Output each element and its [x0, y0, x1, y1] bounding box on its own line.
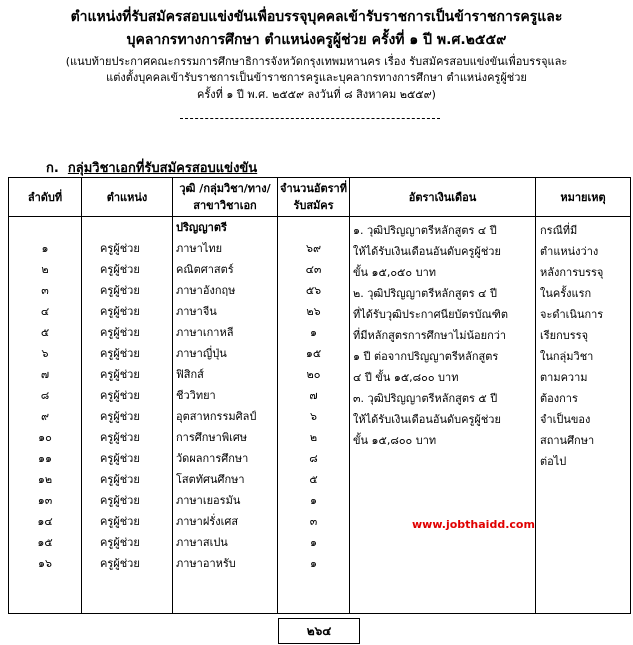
row-position: ครูผู้ช่วย	[100, 326, 140, 339]
list-quota	[278, 217, 349, 574]
col-position	[82, 217, 173, 614]
list-position	[82, 217, 172, 574]
salary-line: ให้ได้รับเงินเดือนอันดับครูผู้ช่วย	[353, 245, 501, 258]
row-position: ครูผู้ช่วย	[100, 305, 140, 318]
header-no: ลำดับที่	[9, 178, 82, 217]
row-position: ครูผู้ช่วย	[100, 410, 140, 423]
row-quota: ๕๖	[305, 284, 322, 297]
header-remark: หมายเหตุ	[536, 178, 631, 217]
row-quota: ๗	[309, 389, 318, 402]
row-subject: ภาษาจีน	[176, 305, 217, 318]
row-quota: ๖	[310, 410, 317, 423]
positions-table	[8, 177, 631, 614]
remark-line: เรียกบรรจุ	[540, 329, 589, 342]
row-subject: วัดผลการศึกษา	[176, 452, 249, 465]
row-no: ๙	[40, 410, 50, 423]
row-subject: การศึกษาพิเศษ	[176, 431, 248, 444]
group-label: ปริญญาตรี	[176, 221, 227, 234]
row-position: ครูผู้ช่วย	[100, 473, 140, 486]
row-position: ครูผู้ช่วย	[100, 242, 140, 255]
row-quota: ๓	[309, 515, 318, 528]
row-quota: ๑	[310, 536, 317, 549]
salary-line: ให้ได้รับเงินเดือนอันดับครูผู้ช่วย	[353, 413, 501, 426]
row-subject: ฟิสิกส์	[176, 368, 204, 381]
row-no: ๓	[41, 284, 49, 297]
row-subject: ชีววิทยา	[176, 389, 216, 402]
row-no: ๑๕	[37, 536, 53, 549]
row-quota: ๘	[309, 452, 318, 465]
remark-line: จะดำเนินการ	[540, 308, 604, 321]
row-position: ครูผู้ช่วย	[100, 389, 140, 402]
header-quota: จำนวนอัตราที่รับสมัคร	[278, 178, 350, 217]
remark-text	[536, 217, 630, 472]
remark-line: กรณีที่มี	[540, 224, 578, 237]
col-no	[9, 217, 82, 614]
row-subject: ภาษาฝรั่งเศส	[176, 515, 239, 528]
salary-line: ๑ ปี ต่อจากปริญญาตรีหลักสูตร	[353, 350, 499, 363]
row-quota: ๒	[309, 431, 318, 444]
remark-line: ต้องการ	[540, 392, 578, 405]
row-subject: อุตสาหกรรมศิลป์	[176, 410, 257, 423]
row-position: ครูผู้ช่วย	[100, 557, 140, 570]
row-position: ครูผู้ช่วย	[100, 452, 140, 465]
row-position: ครูผู้ช่วย	[100, 494, 140, 507]
salary-line: ๒. วุฒิปริญญาตรีหลักสูตร ๔ ปี	[353, 287, 497, 300]
row-quota: ๒๐	[306, 368, 321, 381]
remark-line: หลังการบรรจุ	[540, 266, 604, 279]
salary-line: ที่ได้รับวุฒิประกาศนียบัตรบัณฑิต	[353, 308, 509, 321]
row-position: ครูผู้ช่วย	[100, 347, 140, 360]
row-subject: ภาษาเยอรมัน	[176, 494, 241, 507]
salary-line: ที่มีหลักสูตรการศึกษาไม่น้อยกว่า	[353, 329, 507, 342]
row-quota: ๑๕	[305, 347, 322, 360]
row-no: ๑๐	[38, 431, 52, 444]
salary-line: ขั้น ๑๕,๐๕๐ บาท	[353, 266, 436, 279]
list-subject	[173, 217, 277, 574]
row-subject: ภาษาอาหรับ	[176, 557, 236, 570]
row-no: ๘	[40, 389, 50, 402]
total-quota: ๒๖๔	[278, 618, 360, 644]
row-no: ๖	[41, 347, 49, 360]
remark-line: ตำแหน่งว่าง	[540, 245, 599, 258]
row-quota: ๑	[310, 557, 317, 570]
row-no: ๑๑	[38, 452, 52, 465]
row-subject: ภาษาญี่ปุ่น	[176, 347, 227, 360]
row-quota: ๖๙	[305, 242, 322, 255]
header-salary: อัตราเงินเดือน	[350, 178, 536, 217]
col-quota	[278, 217, 350, 614]
row-quota: ๕	[309, 473, 318, 486]
row-no: ๑๖	[38, 557, 52, 570]
row-position: ครูผู้ช่วย	[100, 515, 140, 528]
row-position: ครูผู้ช่วย	[100, 284, 140, 297]
remark-line: จำเป็นของ	[540, 413, 591, 426]
salary-line: ๓. วุฒิปริญญาตรีหลักสูตร ๕ ปี	[353, 392, 498, 405]
row-no: ๑	[41, 242, 49, 255]
row-subject: ภาษาสเปน	[176, 536, 228, 549]
salary-line: ๔ ปี ขั้น ๑๕,๘๐๐ บาท	[353, 371, 459, 384]
row-no: ๒	[41, 263, 49, 276]
row-quota: ๑	[310, 494, 317, 507]
salary-text	[350, 217, 535, 451]
col-subject	[173, 217, 278, 614]
row-subject: ภาษาเกาหลี	[176, 326, 234, 339]
title-line-1: ตำแหน่งที่รับสมัครสอบแข่งขันเพื่อบรรจุบุคคลเข้ารับราชการเป็นข้าราชการครูและ	[70, 9, 563, 25]
note-line-1: (แนบท้ายประกาศคณะกรรมการศึกษาธิการจังหวัดกรุงเทพมหานคร เรื่อง รับสมัครสอบแข่งขันเพื่อบรรจุและ	[65, 55, 568, 68]
title-line-2: บุคลากรทางการศึกษา ตำแหน่งครูผู้ช่วย ครั้งที่ ๑ ปี พ.ศ.๒๕๕๙	[126, 32, 507, 48]
row-quota: ๒๖	[306, 305, 321, 318]
list-no	[9, 217, 81, 574]
row-quota: ๔๓	[305, 263, 322, 276]
row-subject: ภาษาไทย	[176, 242, 223, 255]
row-quota: ๑	[310, 326, 317, 339]
row-position: ครูผู้ช่วย	[100, 431, 140, 444]
section-title: กลุ่มวิชาเอกที่รับสมัครสอบแข่งขัน	[67, 161, 258, 176]
header-qualification: วุฒิ /กลุ่มวิชา/ทาง/สาขาวิชาเอก	[173, 178, 278, 217]
row-no: ๔	[40, 305, 50, 318]
remark-line: ในครั้งแรก	[540, 287, 592, 300]
header-position: ตำแหน่ง	[82, 178, 173, 217]
col-remark	[536, 217, 631, 614]
row-subject: คณิตศาสตร์	[176, 263, 234, 276]
watermark-url: www.jobthaidd.com	[412, 518, 535, 531]
row-subject: ภาษาอังกฤษ	[176, 284, 236, 297]
row-position: ครูผู้ช่วย	[100, 263, 140, 276]
section-heading	[46, 157, 257, 178]
row-subject: โสตทัศนศึกษา	[176, 473, 245, 486]
remark-line: สถานศึกษา	[540, 434, 595, 447]
row-no: ๑๔	[37, 515, 53, 528]
remark-line: ตามความ	[540, 371, 588, 384]
remark-line: ในกลุ่มวิชา	[540, 350, 594, 363]
divider-dashed	[180, 118, 440, 119]
note-line-3: ครั้งที่ ๑ ปี พ.ศ. ๒๕๕๙ ลงวันที่ ๘ สิงหาคม ๒๕๕๙)	[197, 88, 436, 101]
row-no: ๗	[40, 368, 50, 381]
row-no: ๕	[40, 326, 50, 339]
row-position: ครูผู้ช่วย	[100, 368, 140, 381]
row-no: ๑๒	[37, 473, 53, 486]
remark-line: ต่อไป	[540, 455, 567, 468]
section-label: ก.	[46, 161, 59, 176]
col-salary	[350, 217, 536, 614]
row-no: ๑๓	[37, 494, 53, 507]
row-position: ครูผู้ช่วย	[100, 536, 140, 549]
note-line-2: แต่งตั้งบุคคลเข้ารับราชการเป็นข้าราชการครูและบุคลากรทางการศึกษา ตำแหน่งครูผู้ช่วย	[106, 71, 527, 84]
salary-line: ขั้น ๑๕,๘๐๐ บาท	[353, 434, 437, 447]
salary-line: ๑. วุฒิปริญญาตรีหลักสูตร ๔ ปี	[353, 224, 497, 237]
